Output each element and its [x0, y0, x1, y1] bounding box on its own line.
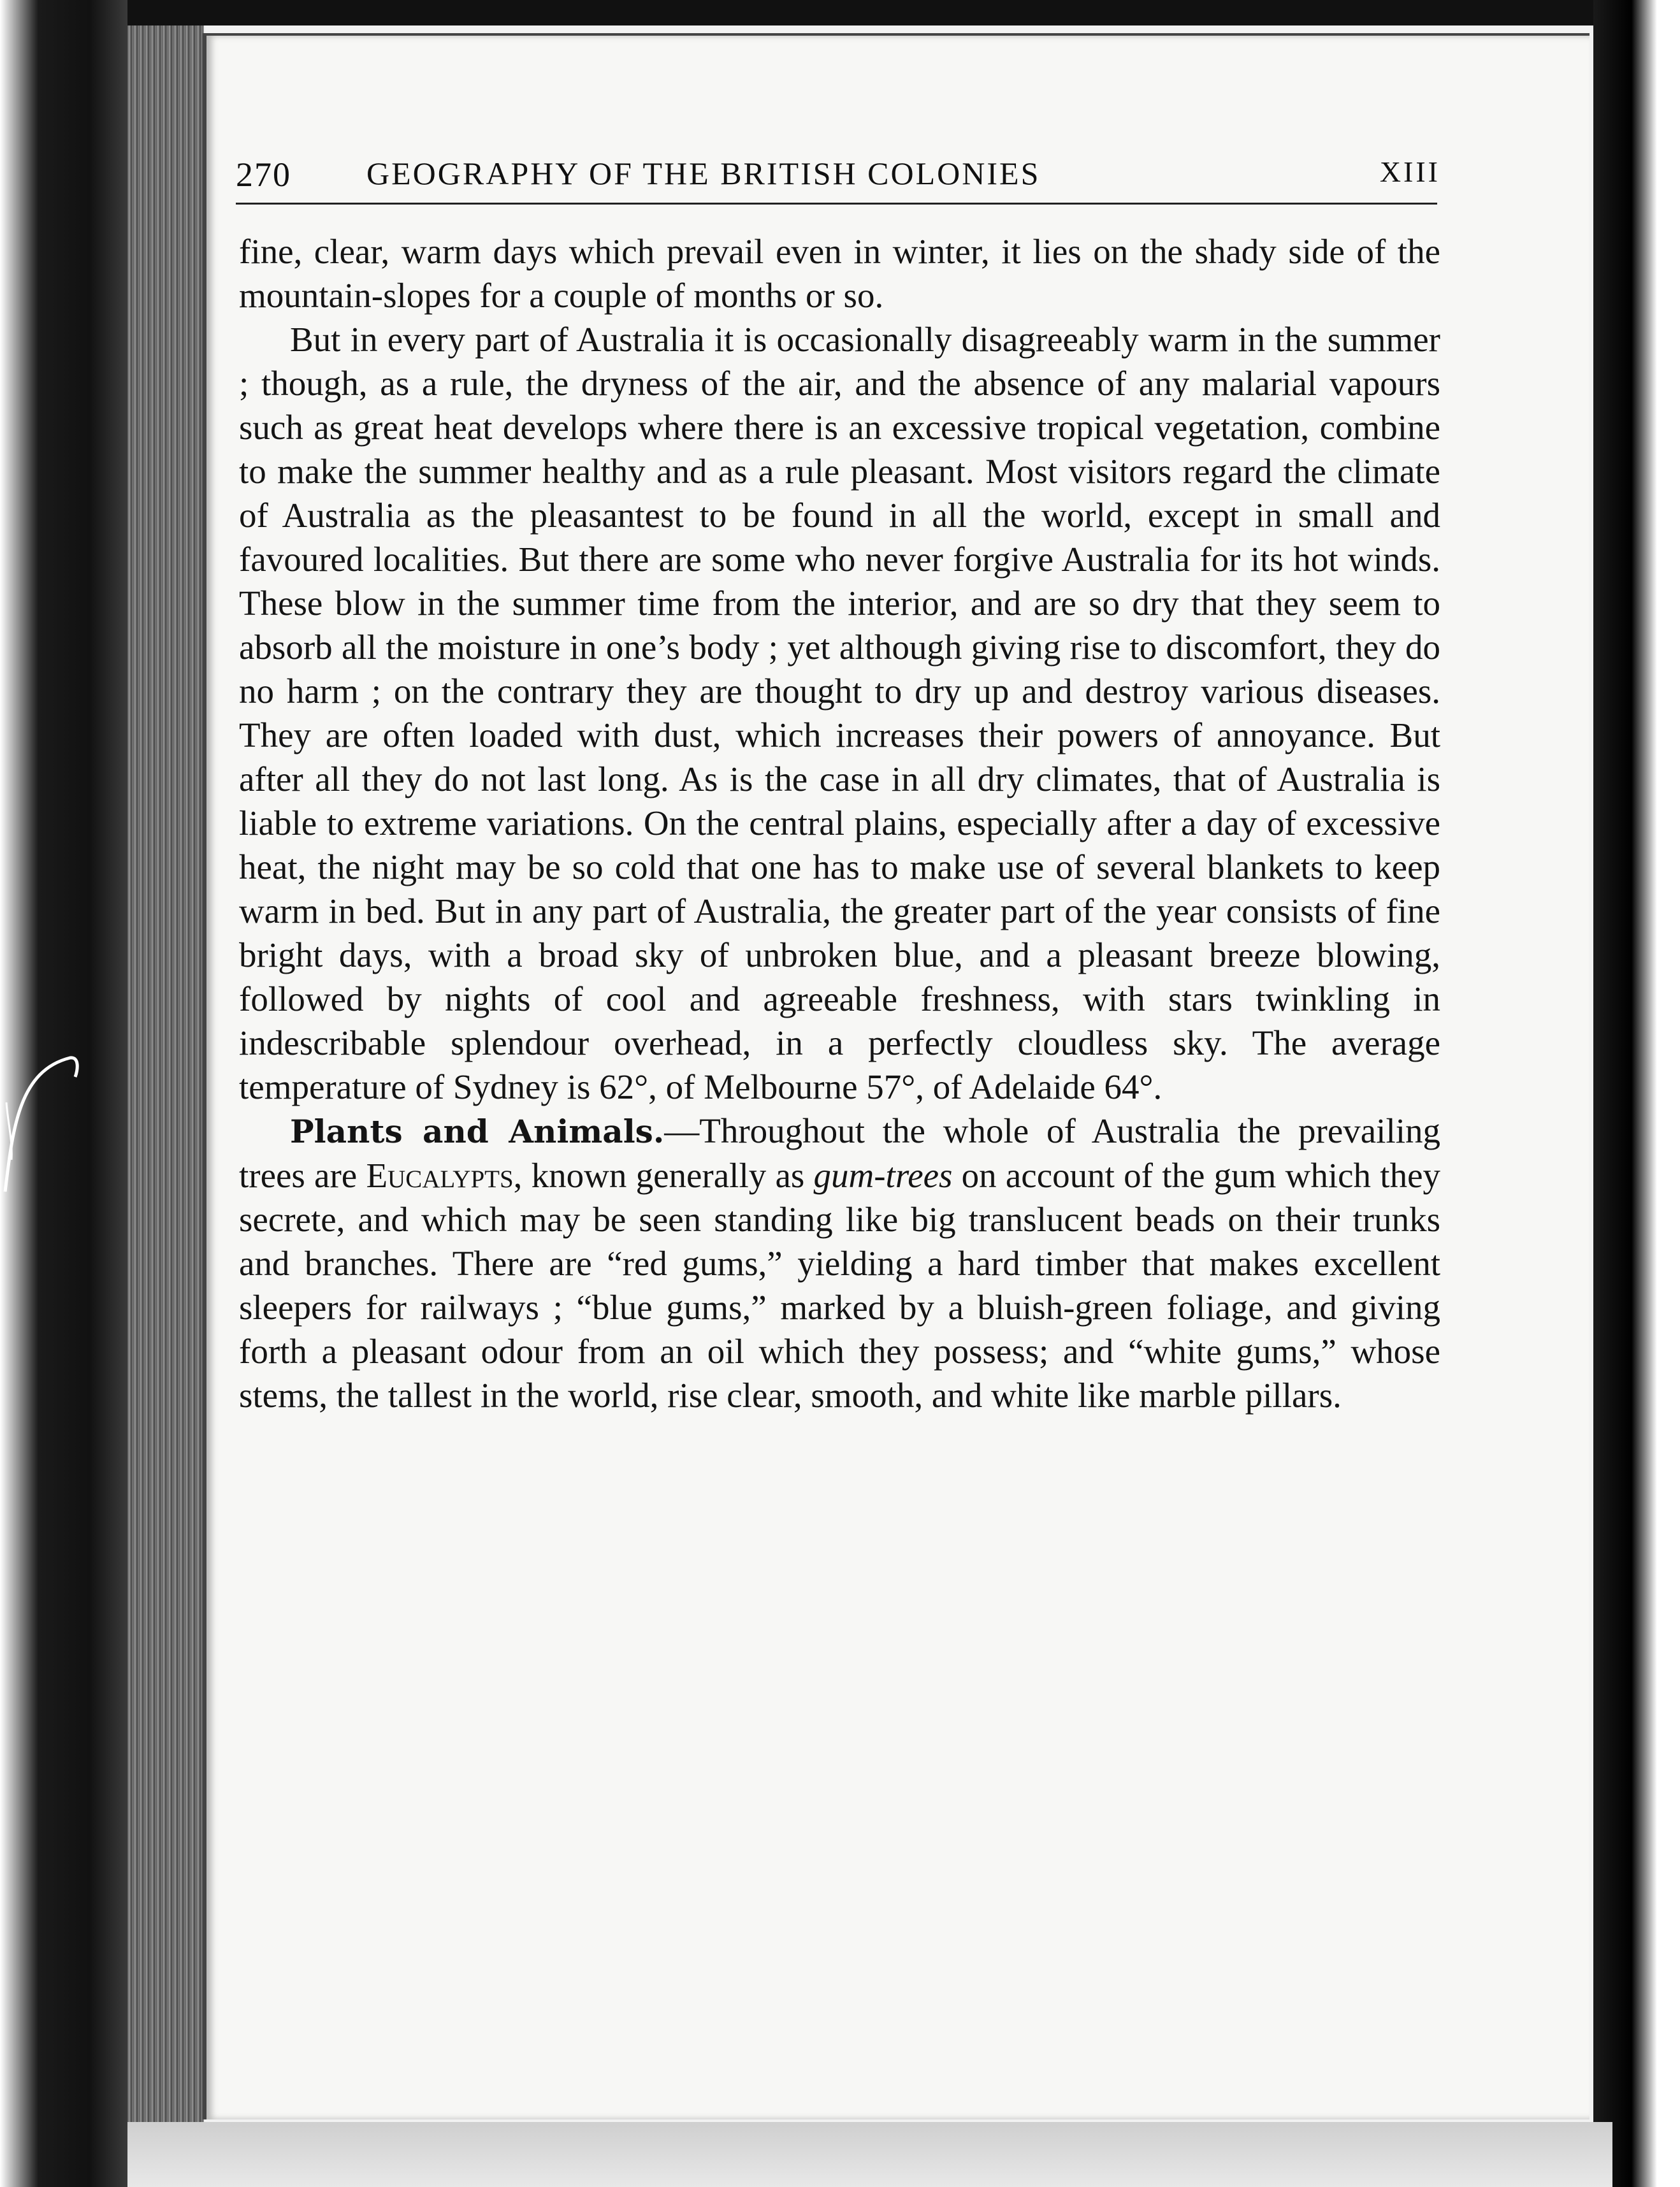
right-border: [1593, 0, 1680, 2187]
paragraph-text: , known generally as: [513, 1156, 814, 1195]
paragraph-continuation: fine, clear, warm days which prevail even in winter, it lies on the shady side of the mountain-slopes for a couple of months or so.: [239, 232, 1440, 315]
running-head: GEOGRAPHY OF THE BRITISH COLONIES: [366, 155, 1041, 191]
page-edges: [127, 0, 204, 2187]
top-border: [127, 0, 1612, 25]
page-number: 270: [236, 155, 291, 194]
term-gum-trees: gum-trees: [813, 1156, 953, 1195]
paragraph-text: on account of the gum which they secrete, and which may be seen standing like big translucent beads on their trunks and branches. There are “red gums,” yielding a hard timber that makes excellent sleepers for railways ; “blue gums,” marked by a bluish-green foliage, and giving forth a pleasant odour from an oil which they possess; and “white gums,” whose stems, the tallest in the world, rise clear, smooth, and white like marble pillars.: [239, 1156, 1440, 1415]
paragraph-plants-and-animals: [239, 1109, 1440, 1417]
term-eucalypts: Eucalypts: [366, 1156, 514, 1195]
chapter-number: XIII: [1379, 155, 1440, 188]
body-text: [239, 229, 1440, 1417]
margin-mark-icon: [0, 1032, 83, 1211]
paragraph-text: —Throughout the whole of Australia the prevailing trees are: [239, 1111, 1441, 1195]
header-rule: [236, 203, 1437, 205]
paragraph-climate: But in every part of Australia it is occasionally disagreeably warm in the summer ; though, as a rule, the dryness of the air, and the absence of any malarial vapours such as great heat develops where there is an excessive tropical vegetation, combine to make the summer healthy and as a rule pleasant. Most visitors regard the climate of Australia as the pleasantest to be found in all the world, except in small and favoured localities. But there are some who never forgive Australia for its hot winds. These blow in the summer time from the interior, and are so dry that they seem to absorb all the moisture in one’s body ; yet although giving rise to discomfort, they do no harm ; on the contrary they are thought to dry up and destroy various diseases. They are often loaded with dust, which increases their powers of annoyance. But after all they do not last long. As is the case in all dry climates, that of Australia is liable to extreme variations. On the central plains, especially after a day of excessive heat, the night may be so cold that one has to make use of several blankets to keep warm in bed. But in any part of Australia, the greater part of the year consists of fine bright days, with a broad sky of unbroken blue, and a pleasant breeze blowing, followed by nights of cool and agreeable freshness, with stars twinkling in indescribable splendour overhead, in a perfectly cloudless sky. The average temperature of Sydney is 62°, of Melbourne 57°, of Adelaide 64°.: [239, 320, 1440, 1106]
page-header: [236, 137, 1440, 201]
bottom-margin: [127, 2122, 1612, 2187]
section-heading: Plants and Animals.: [290, 1113, 665, 1150]
